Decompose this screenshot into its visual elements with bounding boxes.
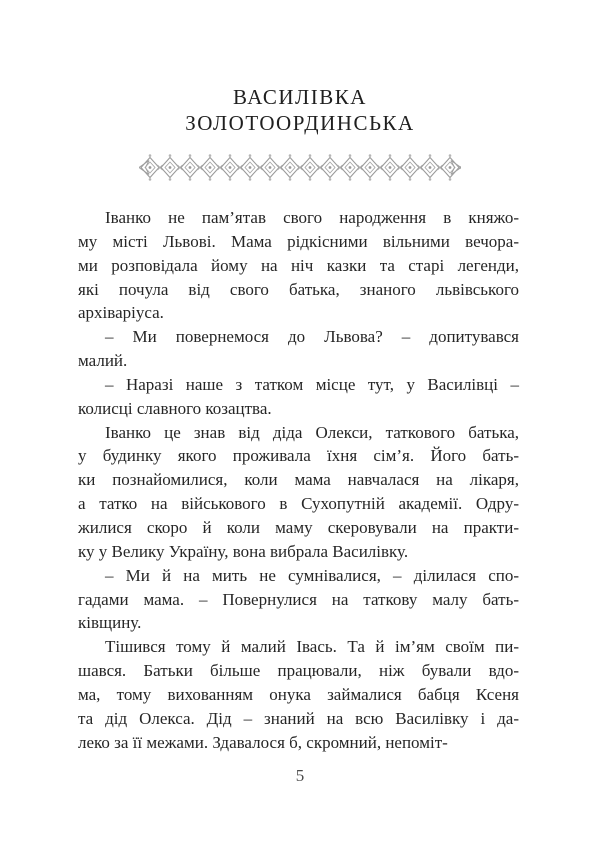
text-line: Тішився тому й малий Івась. Та й ім’ям своїм пи- bbox=[105, 637, 519, 657]
text-line: у будинку якого проживала їхня сім’я. Його бать- bbox=[78, 446, 519, 466]
text-line: гадами мама. – Повернулися на таткову малу бать- bbox=[78, 589, 519, 609]
chapter-title-line-1: ВАСИЛІВКА bbox=[233, 85, 367, 109]
text-line: Іванко не пам’ятав свого народження в княжо- bbox=[105, 208, 519, 227]
text-line: му місті Львові. Мама рідкісними вільними вечора- bbox=[78, 231, 519, 251]
text-line: – Ми повернемося до Львова? – допитувався bbox=[105, 327, 519, 347]
text-line: шався. Батьки більше працювали, ніж бували вдо- bbox=[78, 661, 519, 681]
text-line: Іванко це знав від діда Олекси, таткового батька, bbox=[105, 422, 519, 442]
chapter-title-line-2: ЗОЛОТООРДИНСЬКА bbox=[185, 111, 415, 135]
text-line: леко за її межами. Здавалося б, скромний, непоміт- bbox=[78, 732, 448, 752]
text-line: ми розповідала йому на ніч казки та старі легенди, bbox=[78, 255, 519, 275]
page-number: 5 bbox=[295, 766, 305, 785]
embroidery-band-icon bbox=[139, 154, 461, 181]
paragraph bbox=[78, 206, 519, 325]
paragraph bbox=[78, 325, 519, 373]
paragraph bbox=[78, 635, 519, 754]
text-line: жилися скоро й коли маму скеровували на практи- bbox=[78, 517, 519, 537]
chapter-title bbox=[0, 84, 600, 136]
text-line: архіваріуса. bbox=[78, 303, 164, 323]
text-line: ку у Велику Україну, вона вибрала Василівку. bbox=[78, 541, 409, 561]
text-line: колисці славного козацтва. bbox=[78, 398, 272, 418]
ornament-divider bbox=[139, 154, 461, 181]
text-line: та дід Олекса. Дід – знаний на всю Василівку і да- bbox=[78, 708, 519, 728]
text-line: ма, тому вихованням онука займалися бабця Ксеня bbox=[78, 684, 519, 704]
text-line: які почула від свого батька, знаного львівського bbox=[78, 279, 519, 299]
text-line: ки познайомилися, коли мама навчалася на лікаря, bbox=[78, 470, 519, 490]
text-line: ківщину. bbox=[78, 613, 142, 633]
text-line: малий. bbox=[78, 351, 128, 371]
text-line: – Наразі наше з татком місце тут, у Василівці – bbox=[105, 374, 519, 394]
body-text bbox=[78, 206, 519, 754]
text-line: а татко на військового в Сухопутній академії. Одру- bbox=[78, 494, 519, 514]
paragraph bbox=[78, 421, 519, 564]
paragraph bbox=[78, 373, 519, 421]
paragraph bbox=[78, 564, 519, 636]
text-line: – Ми й на мить не сумнівалися, – ділилася спо- bbox=[105, 565, 519, 585]
